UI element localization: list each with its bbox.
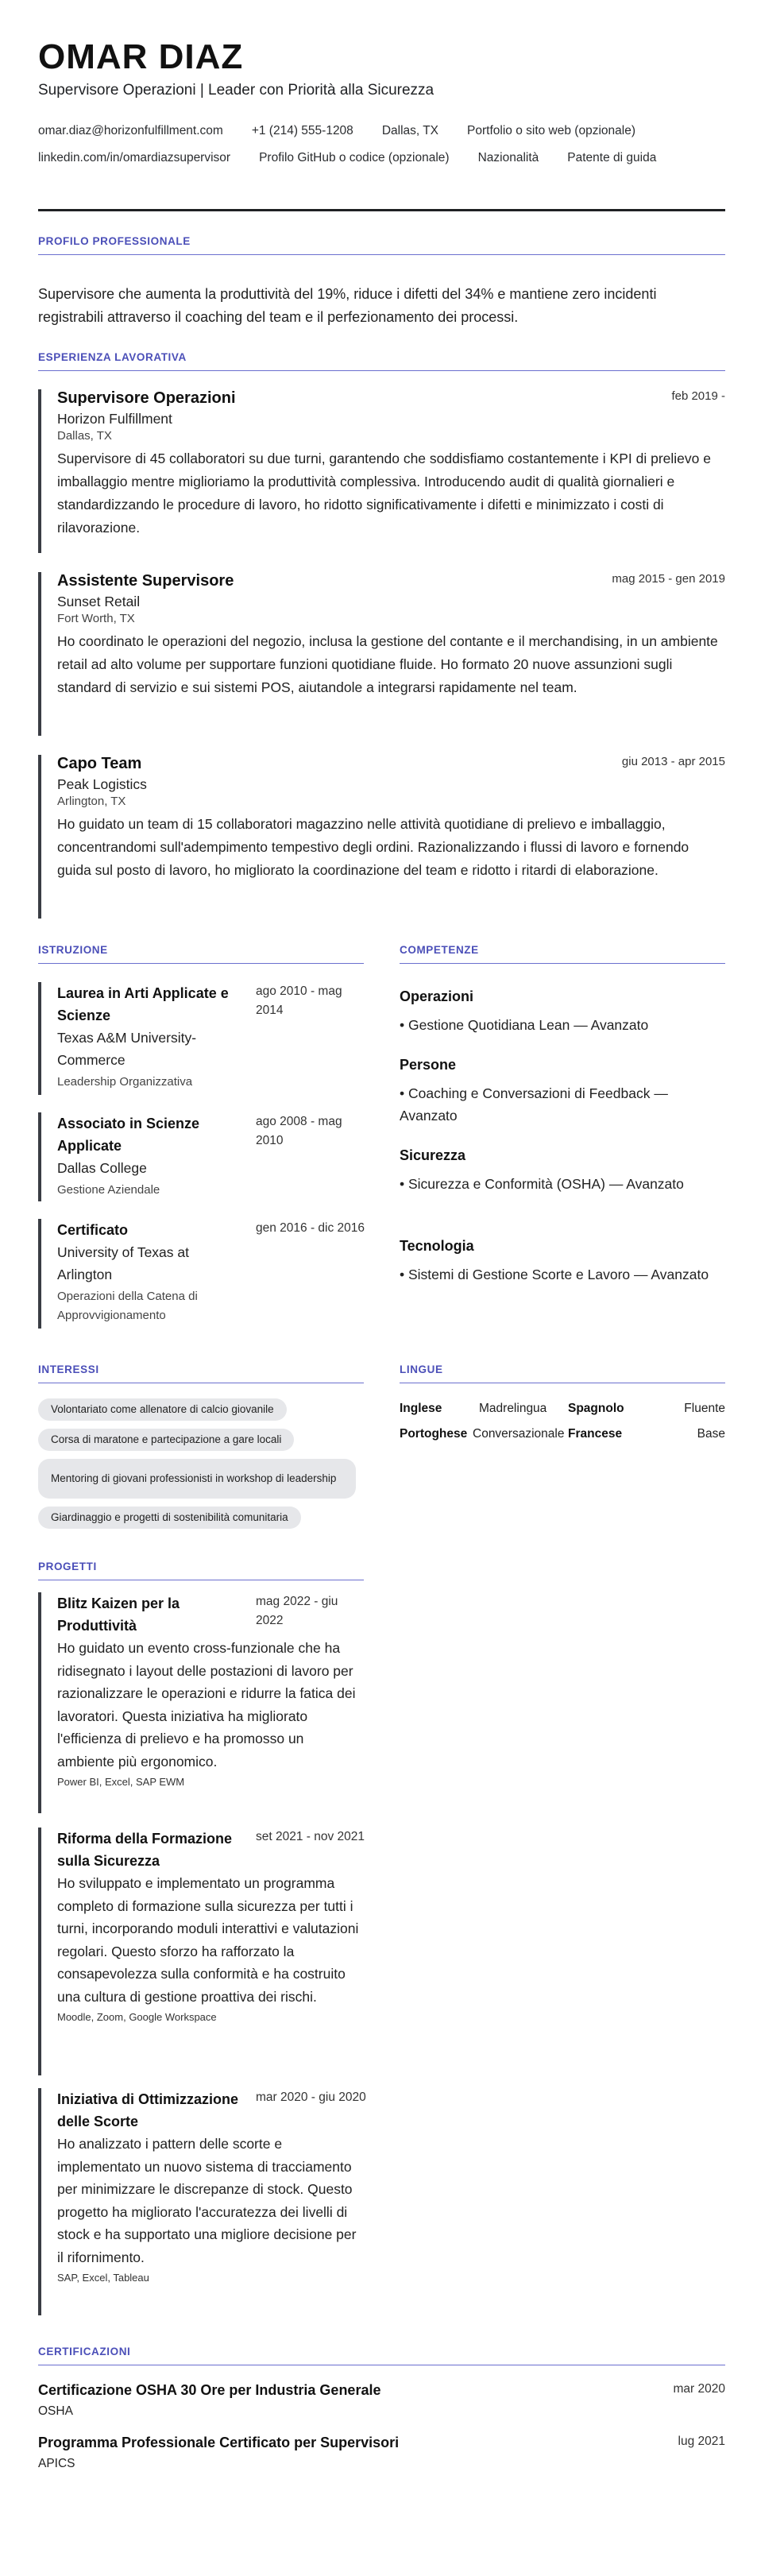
languages-heading: LINGUE <box>400 1363 443 1375</box>
interest-chip: Corsa di maratone e partecipazione a gare locali <box>38 1429 294 1451</box>
project-entry <box>38 2088 364 2315</box>
summary-text: Supervisore che aumenta la produttività del 19%, riduce i difetti del 34% e mantiene zero incidenti registrabili attraverso il coaching del team e il perfezionamento dei processi. <box>38 286 657 325</box>
education-degree: Associato in Scienze Applicate <box>57 1116 200 1154</box>
job-description: Ho guidato un team di 15 collaboratori magazzino nelle attività quotidiane di prelievo e imballaggio, concentrandomi sull'adempimento tempestivo degli ordini. Razionalizzando i flussi di lavoro e fornendo guida sul posto di lavoro, ho migliorato la coordinazione del team e ridotto i ritardi di elaborazione. <box>57 816 689 878</box>
contact-nationality: Nazionalità <box>477 151 539 164</box>
job-location: Arlington, TX <box>57 795 126 808</box>
project-tools: Moodle, Zoom, Google Workspace <box>57 2011 217 2023</box>
education-entry <box>38 1112 364 1201</box>
projects-heading: PROGETTI <box>38 1561 97 1572</box>
job-title: Capo Team <box>57 755 142 772</box>
project-description: Ho sviluppato e implementato un programma completo di formazione sulla sicurezza per tutti i turni, incorporando moduli interattivi e valutazioni regolari. Questo sforzo ha rafforzato la consapevolezza sulla conformità e ha costruito una cultura di gestione proattiva dei rischi. <box>57 1875 359 2005</box>
job-company: Sunset Retail <box>57 594 141 609</box>
education-entry <box>38 982 364 1095</box>
skill-item: • Gestione Quotidiana Lean — Avanzato <box>400 1017 649 1033</box>
job-location: Dallas, TX <box>57 429 112 443</box>
education-date: gen 2016 - dic 2016 <box>256 1221 365 1235</box>
project-description: Ho analizzato i pattern delle scorte e implementato un nuovo sistema di tracciamento per minimizzare le discrepanze di stock. Questo progetto ha migliorato l'accuratezza dei livelli di stock e ha supportato una migliore decisione per il rifornimento. <box>57 2136 357 2265</box>
contact-email[interactable]: omar.diaz@horizonfulfillment.com <box>38 124 223 137</box>
project-date: mar 2020 - giu 2020 <box>256 2091 366 2104</box>
language-level: Fluente <box>684 1402 725 1415</box>
job-description: Supervisore di 45 collaboratori su due turni, garantendo che soddisfiamo costantemente i KPI di prelievo e imballaggio mentre miglioriamo la produttività complessiva. Introducendo audit di qualità giornalieri e standardizzando le procedure di lavoro, ho ridotto significativamente i difetti e minimizzato i costi di rilavorazione. <box>57 451 711 536</box>
experience-divider <box>38 370 725 371</box>
project-date: set 2021 - nov 2021 <box>256 1830 365 1843</box>
skill-item: • Sistemi di Gestione Scorte e Lavoro — Avanzato <box>400 1267 709 1282</box>
contact-phone[interactable]: +1 (214) 555-1208 <box>251 124 353 137</box>
job-date: feb 2019 - <box>671 389 725 403</box>
skill-category: Tecnologia <box>400 1238 474 1254</box>
contact-linkedin[interactable]: linkedin.com/in/omardiazsupervisor <box>38 151 231 164</box>
job-title: Supervisore Operazioni <box>57 389 236 407</box>
project-title: Blitz Kaizen per la Produttività <box>57 1595 180 1634</box>
experience-entry <box>38 755 725 919</box>
contact-portfolio[interactable]: Portfolio o sito web (opzionale) <box>467 124 635 137</box>
contact-location: Dallas, TX <box>381 124 439 137</box>
education-field: Operazioni della Catena di Approvvigionamento <box>57 1290 198 1322</box>
headline: Supervisore Operazioni | Leader con Priorità alla Sicurezza <box>38 82 435 99</box>
project-tools: SAP, Excel, Tableau <box>57 2272 149 2284</box>
contact-info <box>38 118 725 172</box>
candidate-name: OMAR DIAZ <box>38 37 244 76</box>
contact-license: Patente di guida <box>567 151 657 164</box>
education-degree: Laurea in Arti Applicate e Scienze <box>57 985 229 1023</box>
language-name: Inglese <box>400 1402 442 1415</box>
job-company: Peak Logistics <box>57 776 147 792</box>
experience-entry <box>38 389 725 553</box>
summary-heading: PROFILO PROFESSIONALE <box>38 235 191 247</box>
certifications-heading: CERTIFICAZIONI <box>38 2346 131 2357</box>
header-divider <box>38 209 725 211</box>
education-heading: ISTRUZIONE <box>38 944 108 956</box>
skill-item: • Sicurezza e Conformità (OSHA) — Avanzato <box>400 1176 684 1192</box>
education-field: Gestione Aziendale <box>57 1183 160 1197</box>
skill-category: Operazioni <box>400 988 474 1004</box>
contact-github[interactable]: Profilo GitHub o codice (opzionale) <box>259 151 450 164</box>
skill-item: • Coaching e Conversazioni di Feedback — Avanzato <box>400 1085 668 1124</box>
interest-chip: Giardinaggio e progetti di sostenibilità comunitaria <box>38 1507 301 1529</box>
interest-chip: Volontariato come allenatore di calcio giovanile <box>38 1398 287 1421</box>
education-school: Dallas College <box>57 1160 147 1176</box>
language-level: Madrelingua <box>479 1402 547 1415</box>
project-description: Ho guidato un evento cross-funzionale che ha ridisegnato i layout delle postazioni di lavoro per razionalizzare le operazioni e ridurre la fatica dei lavoratori. Questa iniziativa ha migliorato l'efficienza di prelievo e ha promosso un ambiente più ergonomico. <box>57 1640 356 1770</box>
job-location: Fort Worth, TX <box>57 612 135 625</box>
education-field: Leadership Organizzativa <box>57 1075 193 1089</box>
education-date: ago 2008 - mag 2010 <box>256 1115 342 1147</box>
project-title: Riforma della Formazione sulla Sicurezza <box>57 1831 233 1869</box>
language-level: Base <box>697 1427 725 1441</box>
interest-chip: Mentoring di giovani professionisti in workshop di leadership <box>38 1459 356 1499</box>
skills-divider <box>400 963 725 964</box>
experience-entry <box>38 572 725 736</box>
project-title: Iniziativa di Ottimizzazione delle Scorte <box>57 2091 239 2129</box>
language-name: Portoghese <box>400 1427 468 1441</box>
certification-date: lug 2021 <box>678 2435 725 2448</box>
certification-date: mar 2020 <box>673 2382 725 2396</box>
job-date: mag 2015 - gen 2019 <box>612 572 725 586</box>
certification-issuer: OSHA <box>38 2404 73 2418</box>
certification-name: Certificazione OSHA 30 Ore per Industria Generale <box>38 2382 381 2398</box>
interests-heading: INTERESSI <box>38 1363 99 1375</box>
project-entry <box>38 1828 364 2075</box>
project-date: mag 2022 - giu 2022 <box>256 1595 338 1627</box>
education-school: University of Texas at Arlington <box>57 1244 189 1282</box>
experience-heading: ESPERIENZA LAVORATIVA <box>38 351 187 363</box>
job-date: giu 2013 - apr 2015 <box>621 755 725 768</box>
project-entry <box>38 1592 364 1813</box>
education-entry <box>38 1219 364 1329</box>
certification-name: Programma Professionale Certificato per Supervisori <box>38 2435 400 2450</box>
job-company: Horizon Fulfillment <box>57 411 172 427</box>
summary-divider <box>38 254 725 255</box>
project-tools: Power BI, Excel, SAP EWM <box>57 1776 185 1788</box>
skill-category: Persone <box>400 1057 457 1073</box>
education-date: ago 2010 - mag 2014 <box>256 984 342 1017</box>
language-name: Spagnolo <box>568 1402 624 1415</box>
education-divider <box>38 963 364 964</box>
job-description: Ho coordinato le operazioni del negozio, inclusa la gestione del contante e il merchandising, in un ambiente retail ad alto volume per supportare funzioni quotidiane fluide. Ho formato 20 nuove assunzioni sugli standard di servizio e sui sistemi POS, aiutandole a integrarsi rapidamente nel team. <box>57 633 718 695</box>
education-degree: Certificato <box>57 1222 129 1238</box>
skills-heading: COMPETENZE <box>400 944 479 956</box>
job-title: Assistente Supervisore <box>57 572 234 590</box>
language-level: Conversazionale <box>473 1427 565 1441</box>
skill-category: Sicurezza <box>400 1147 466 1163</box>
education-school: Texas A&M University-Commerce <box>57 1030 197 1068</box>
certification-issuer: APICS <box>38 2457 75 2470</box>
language-name: Francese <box>568 1427 623 1441</box>
